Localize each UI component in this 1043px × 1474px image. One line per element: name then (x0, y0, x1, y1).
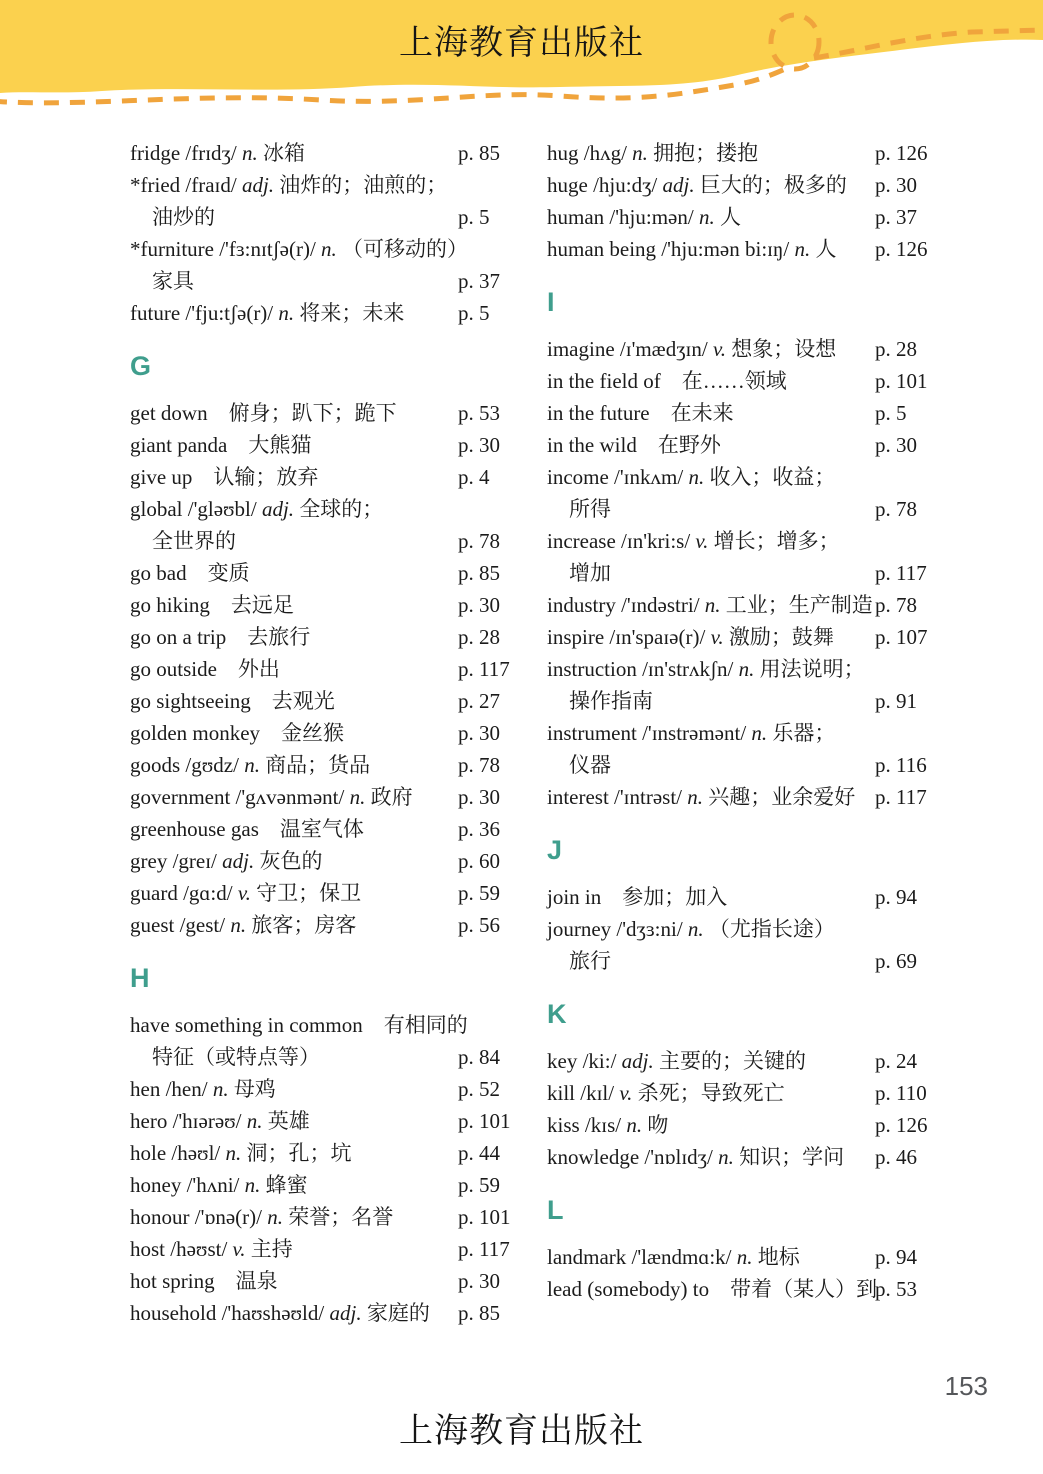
entry-page-ref: p. 5 (875, 401, 907, 425)
entry-page-ref: p. 117 (875, 785, 927, 809)
entry-page-ref: p. 91 (875, 689, 917, 713)
glossary-entry (130, 493, 508, 525)
entry-text: greenhouse gas 温室气体 (130, 817, 364, 841)
entry-text: 旅行 (569, 949, 611, 973)
glossary-entry (547, 201, 925, 233)
entry-page-ref: p. 116 (875, 753, 927, 777)
entry-page-ref: p. 78 (458, 753, 500, 777)
entry-text: kill /kɪl/ v. 杀死；导致死亡 (547, 1081, 785, 1105)
entry-page-ref: p. 84 (458, 1045, 500, 1069)
entry-text: 所得 (569, 497, 611, 521)
section-letter-L: L (547, 1195, 564, 1225)
entry-text: go hiking 去远足 (130, 593, 294, 617)
entry-text: goods /gʊdz/ n. 商品；货品 (130, 753, 371, 777)
entry-text: 增加 (569, 561, 611, 585)
entry-text: 特征（或特点等） (152, 1045, 320, 1069)
entry-page-ref: p. 30 (458, 785, 500, 809)
entry-page-ref: p. 101 (458, 1109, 511, 1133)
glossary-entry (130, 845, 508, 877)
glossary-entry (130, 877, 508, 909)
glossary-entry (547, 169, 925, 201)
entry-text: instruction /ɪn'strʌkʃn/ n. 用法说明； (547, 657, 865, 681)
entry-text: landmark /'lændmɑ:k/ n. 地标 (547, 1245, 800, 1269)
entry-text: industry /'ɪndəstri/ n. 工业；生产制造 (547, 593, 873, 617)
glossary-entry (130, 1009, 508, 1041)
entry-text: future /'fju:tʃə(r)/ n. 将来；未来 (130, 301, 405, 325)
entry-page-ref: p. 107 (875, 625, 928, 649)
glossary-entry (547, 1109, 928, 1141)
glossary-entry (547, 1241, 925, 1273)
entry-page-ref: p. 59 (458, 1173, 500, 1197)
glossary-entry (130, 233, 508, 265)
glossary-entry (130, 1137, 508, 1169)
entry-text: join in 参加；加入 (547, 885, 728, 909)
glossary-entry (547, 557, 925, 589)
entry-page-ref: p. 36 (458, 817, 500, 841)
entry-text: hole /həʊl/ n. 洞；孔；坑 (130, 1141, 352, 1165)
entry-text: 油炒的 (152, 205, 215, 229)
entry-text: *fried /fraɪd/ adj. 油炸的；油煎的； (130, 173, 448, 197)
entry-text: 全世界的 (152, 529, 236, 553)
entry-text: guest /gest/ n. 旅客；房客 (130, 913, 357, 937)
entry-page-ref: p. 85 (458, 141, 500, 165)
entry-page-ref: p. 5 (458, 301, 490, 325)
entry-text: journey /'dʒɜ:ni/ n. （尤指长途） (547, 917, 835, 941)
entry-text: inspire /ɪn'spaɪə(r)/ v. 激励；鼓舞 (547, 625, 834, 649)
glossary-entry (547, 781, 925, 813)
entry-page-ref: p. 110 (875, 1081, 927, 1105)
glossary-entry (130, 297, 508, 329)
section-letter-K: K (547, 999, 567, 1029)
entry-page-ref: p. 46 (875, 1145, 917, 1169)
entry-page-ref: p. 126 (875, 237, 928, 261)
glossary-entry (130, 1105, 511, 1137)
entry-text: have something in common 有相同的 (130, 1013, 468, 1037)
glossary-column-left (130, 137, 511, 1329)
glossary-entry (130, 1297, 508, 1329)
entry-page-ref: p. 101 (458, 1205, 511, 1229)
entry-text: go sightseeing 去观光 (130, 689, 335, 713)
entry-page-ref: p. 5 (458, 205, 490, 229)
entry-page-ref: p. 56 (458, 913, 500, 937)
entry-page-ref: p. 30 (458, 593, 500, 617)
glossary-entry (130, 397, 508, 429)
glossary-entry (130, 1265, 508, 1297)
glossary-entry (547, 749, 925, 781)
section-letter-I: I (547, 287, 555, 317)
entry-page-ref: p. 117 (458, 657, 510, 681)
glossary-entry (130, 137, 508, 169)
section-letter-J: J (547, 835, 563, 865)
entry-text: hug /hʌg/ n. 拥抱；搂抱 (547, 141, 759, 165)
glossary-entry (130, 1169, 508, 1201)
glossary-entry (547, 621, 928, 653)
entry-text: human being /'hju:mən bi:ɪŋ/ n. 人 (547, 237, 837, 261)
entry-page-ref: p. 30 (875, 173, 917, 197)
glossary-entry (547, 913, 925, 945)
entry-text: huge /hju:dʒ/ adj. 巨大的；极多的 (547, 173, 847, 197)
entry-text: lead (somebody) to 带着（某人）到 (547, 1277, 878, 1301)
glossary-entry (130, 1041, 508, 1073)
glossary-entry (130, 717, 508, 749)
glossary-entry (547, 461, 925, 493)
entry-page-ref: p. 78 (875, 593, 917, 617)
entry-page-ref: p. 28 (875, 337, 917, 361)
entry-page-ref: p. 126 (875, 1113, 928, 1137)
entry-page-ref: p. 30 (458, 721, 500, 745)
entry-text: 仪器 (569, 753, 611, 777)
entry-page-ref: p. 53 (458, 401, 500, 425)
glossary-entry (547, 525, 925, 557)
entry-text: grey /greɪ/ adj. 灰色的 (130, 849, 323, 873)
entry-text: key /ki:/ adj. 主要的；关键的 (547, 1049, 807, 1073)
glossary-entry (547, 493, 925, 525)
glossary-entry (130, 621, 508, 653)
entry-text: get down 俯身；趴下；跪下 (130, 401, 397, 425)
entry-text: global /'gləʊbl/ adj. 全球的； (130, 497, 384, 521)
entry-text: host /həʊst/ v. 主持 (130, 1237, 293, 1261)
entry-page-ref: p. 85 (458, 561, 500, 585)
entry-text: hero /'hɪərəʊ/ n. 英雄 (130, 1109, 310, 1133)
entry-text: imagine /ɪ'mædʒɪn/ v. 想象；设想 (547, 337, 837, 361)
entry-page-ref: p. 101 (875, 369, 928, 393)
glossary-entry (547, 429, 925, 461)
entry-text: kiss /kɪs/ n. 吻 (547, 1113, 669, 1137)
entry-text: giant panda 大熊猫 (130, 433, 312, 457)
entry-page-ref: p. 30 (875, 433, 917, 457)
entry-text: hen /hen/ n. 母鸡 (130, 1077, 276, 1101)
entry-page-ref: p. 30 (458, 1269, 500, 1293)
page-number: 153 (944, 1371, 988, 1401)
entry-text: income /'ɪnkʌm/ n. 收入；收益； (547, 465, 836, 489)
glossary-entry (547, 685, 925, 717)
entry-page-ref: p. 37 (875, 205, 917, 229)
glossary-entry (130, 813, 508, 845)
entry-page-ref: p. 30 (458, 433, 500, 457)
entry-text: fridge /frɪdʒ/ n. 冰箱 (130, 141, 305, 165)
entry-text: go on a trip 去旅行 (130, 625, 311, 649)
entry-page-ref: p. 85 (458, 1301, 500, 1325)
entry-text: household /'haʊshəʊld/ adj. 家庭的 (130, 1301, 430, 1325)
glossary-entry (130, 909, 508, 941)
entry-text: interest /'ɪntrəst/ n. 兴趣；业余爱好 (547, 785, 856, 809)
entry-page-ref: p. 94 (875, 885, 917, 909)
glossary-entry (547, 1141, 925, 1173)
glossary-column-right (547, 137, 928, 1305)
entry-page-ref: p. 59 (458, 881, 500, 905)
glossary-entry (547, 233, 928, 265)
entry-page-ref: p. 28 (458, 625, 500, 649)
glossary-entry (130, 461, 508, 493)
entry-text: in the field of 在……领域 (547, 369, 787, 393)
entry-page-ref: p. 52 (458, 1077, 500, 1101)
glossary-entry (130, 1073, 508, 1105)
entry-page-ref: p. 94 (875, 1245, 917, 1269)
glossary-entry (547, 397, 925, 429)
glossary-entry (547, 137, 928, 169)
entry-text: in the future 在未来 (547, 401, 734, 425)
entry-page-ref: p. 69 (875, 949, 917, 973)
glossary-entry (547, 945, 925, 977)
entry-text: go outside 外出 (130, 657, 280, 681)
glossary-entry (130, 169, 508, 201)
entry-text: go bad 变质 (130, 561, 250, 585)
entry-text: golden monkey 金丝猴 (130, 721, 345, 745)
glossary-entry (547, 1273, 925, 1305)
entry-page-ref: p. 24 (875, 1049, 917, 1073)
entry-text: knowledge /'nɒlɪdʒ/ n. 知识；学问 (547, 1145, 845, 1169)
glossary-entry (130, 781, 508, 813)
entry-page-ref: p. 27 (458, 689, 500, 713)
entry-text: 家具 (152, 269, 194, 293)
glossary-entry (547, 881, 925, 913)
entry-text: increase /ɪn'kri:s/ v. 增长；增多； (547, 529, 840, 553)
entry-text: give up 认输；放弃 (130, 465, 319, 489)
header-publisher-title: 上海教育出版社 (399, 25, 644, 62)
entry-page-ref: p. 126 (875, 141, 928, 165)
glossary-entry (130, 653, 508, 685)
entry-text: in the wild 在野外 (547, 433, 721, 457)
glossary-entry (547, 333, 925, 365)
glossary-entry (547, 589, 925, 621)
entry-text: *furniture /'fɜ:nɪtʃə(r)/ n. （可移动的） (130, 237, 469, 261)
entry-text: guard /gɑ:d/ v. 守卫；保卫 (130, 881, 362, 905)
glossary-entry (130, 589, 508, 621)
entry-text: honour /'ɒnə(r)/ n. 荣誉；名誉 (130, 1205, 394, 1229)
entry-page-ref: p. 44 (458, 1141, 500, 1165)
glossary-entry (130, 525, 508, 557)
entry-page-ref: p. 37 (458, 269, 500, 293)
footer-publisher-title: 上海教育出版社 (399, 1413, 644, 1450)
glossary-entry (130, 201, 508, 233)
entry-text: hot spring 温泉 (130, 1269, 278, 1293)
section-letter-G: G (130, 351, 152, 381)
glossary-entry (547, 365, 928, 397)
glossary-entry (130, 429, 508, 461)
entry-page-ref: p. 117 (458, 1237, 510, 1261)
glossary-entry (547, 717, 925, 749)
entry-page-ref: p. 60 (458, 849, 500, 873)
entry-page-ref: p. 4 (458, 465, 490, 489)
entry-page-ref: p. 78 (875, 497, 917, 521)
glossary-entry (547, 653, 925, 685)
section-letter-H: H (130, 963, 150, 993)
glossary-entry (547, 1077, 925, 1109)
glossary-entry (130, 557, 508, 589)
entry-text: human /'hju:mən/ n. 人 (547, 205, 741, 229)
entry-text: 操作指南 (569, 689, 653, 713)
glossary-entry (130, 265, 508, 297)
glossary-entry (547, 1045, 925, 1077)
glossary-entry (130, 749, 508, 781)
glossary-entry (130, 1233, 508, 1265)
entry-page-ref: p. 117 (875, 561, 927, 585)
entry-text: instrument /'ɪnstrəmənt/ n. 乐器； (547, 721, 836, 745)
glossary-entry (130, 685, 508, 717)
entry-page-ref: p. 53 (875, 1277, 917, 1301)
entry-page-ref: p. 78 (458, 529, 500, 553)
glossary-entry (130, 1201, 511, 1233)
entry-text: honey /'hʌni/ n. 蜂蜜 (130, 1173, 308, 1197)
entry-text: government /'gʌvənmənt/ n. 政府 (130, 785, 413, 809)
